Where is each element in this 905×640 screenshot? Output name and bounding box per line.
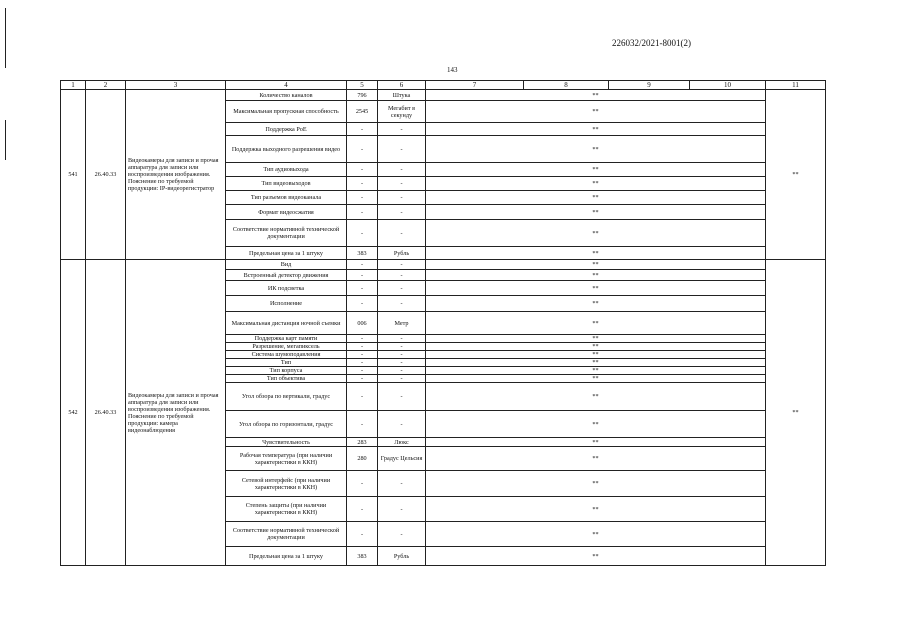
characteristic-name: Формат видеосжатия — [226, 205, 347, 220]
unit-name: - — [378, 191, 426, 205]
okei-code: - — [347, 359, 378, 367]
column-header: 10 — [690, 81, 766, 90]
characteristic-value: ** — [426, 177, 766, 191]
okei-code: 283 — [347, 438, 378, 447]
characteristic-name: Поддержка карт памяти — [226, 335, 347, 343]
characteristic-name: Система шумоподавления — [226, 351, 347, 359]
characteristic-name: Исполнение — [226, 296, 347, 312]
unit-name: - — [378, 343, 426, 351]
okei-code: - — [347, 497, 378, 522]
characteristic-name: ИК подсветка — [226, 281, 347, 296]
characteristic-name: Максимальная дистанция ночной съемки — [226, 312, 347, 335]
characteristic-value: ** — [426, 522, 766, 547]
okei-code: 2545 — [347, 101, 378, 123]
characteristic-value: ** — [426, 335, 766, 343]
unit-name: - — [378, 497, 426, 522]
position-number: 541 — [61, 90, 86, 260]
unit-name: - — [378, 411, 426, 438]
document-id: 226032/2021-8001(2) — [612, 38, 691, 48]
okei-code: - — [347, 343, 378, 351]
header-row — [61, 81, 826, 90]
unit-name: - — [378, 163, 426, 177]
characteristic-value: ** — [426, 447, 766, 471]
table-row — [61, 90, 826, 101]
characteristic-value: ** — [426, 270, 766, 281]
characteristic-value: ** — [426, 438, 766, 447]
product-description: Видеокамеры для записи и прочая аппаратура для записи или воспроизведения изображения. Пояснение по требуемой продукции: IP-видеорегистратор — [126, 90, 226, 260]
okei-code: - — [347, 205, 378, 220]
okpd-code: 26.40.33 — [86, 90, 126, 260]
characteristic-value: ** — [426, 411, 766, 438]
characteristic-value: ** — [426, 497, 766, 522]
characteristic-value: ** — [426, 281, 766, 296]
okei-code: - — [347, 296, 378, 312]
unit-name: - — [378, 123, 426, 136]
characteristic-value: ** — [426, 191, 766, 205]
characteristic-name: Степень защиты (при наличии характеристики в ККН) — [226, 497, 347, 522]
unit-name: - — [378, 471, 426, 497]
unit-name: Люкс — [378, 438, 426, 447]
characteristic-value: ** — [426, 136, 766, 163]
table-row — [61, 260, 826, 270]
characteristic-name: Вид — [226, 260, 347, 270]
column-header: 9 — [609, 81, 690, 90]
unit-name: - — [378, 136, 426, 163]
characteristic-name: Соответствие нормативной технической документации — [226, 220, 347, 247]
characteristic-value: ** — [426, 359, 766, 367]
characteristic-name: Поддержка PoE — [226, 123, 347, 136]
position-number: 542 — [61, 260, 86, 566]
unit-name: - — [378, 220, 426, 247]
unit-name: Метр — [378, 312, 426, 335]
characteristic-name: Тип разъемов видеоканала — [226, 191, 347, 205]
characteristic-name: Угол обзора по горизонтали, градус — [226, 411, 347, 438]
characteristic-value: ** — [426, 260, 766, 270]
characteristic-name: Поддержка выходного разрешения видео — [226, 136, 347, 163]
okei-code: - — [347, 163, 378, 177]
okei-code: - — [347, 270, 378, 281]
unit-name: - — [378, 296, 426, 312]
okei-code: - — [347, 383, 378, 411]
characteristic-value: ** — [426, 367, 766, 375]
column-header: 8 — [524, 81, 609, 90]
unit-name: - — [378, 270, 426, 281]
okei-code: - — [347, 471, 378, 497]
characteristic-name: Разрешение, мегапиксель — [226, 343, 347, 351]
characteristic-name: Соответствие нормативной технической документации — [226, 522, 347, 547]
specification-table — [60, 80, 826, 566]
okei-code: - — [347, 123, 378, 136]
okei-code: - — [347, 351, 378, 359]
column-header: 6 — [378, 81, 426, 90]
unit-name: - — [378, 281, 426, 296]
characteristic-name: Сетевой интерфейс (при наличии характеристики в ККН) — [226, 471, 347, 497]
characteristic-value: ** — [426, 312, 766, 335]
column-header: 11 — [766, 81, 826, 90]
okei-code: - — [347, 220, 378, 247]
characteristic-value: ** — [426, 296, 766, 312]
characteristic-name: Тип объектива — [226, 375, 347, 383]
okei-code: 280 — [347, 447, 378, 471]
unit-name: - — [378, 367, 426, 375]
unit-name: Рубль — [378, 247, 426, 260]
unit-name: - — [378, 335, 426, 343]
okei-code: - — [347, 411, 378, 438]
characteristic-name: Тип видеовыходов — [226, 177, 347, 191]
characteristic-value: ** — [426, 220, 766, 247]
section-note: ** — [766, 260, 826, 566]
characteristic-value: ** — [426, 205, 766, 220]
characteristic-name: Рабочая температура (при наличии характеристики в ККН) — [226, 447, 347, 471]
characteristic-value: ** — [426, 343, 766, 351]
column-header: 1 — [61, 81, 86, 90]
unit-name: Мегабит в секунду — [378, 101, 426, 123]
okei-code: - — [347, 281, 378, 296]
characteristic-name: Тип аудиовыхода — [226, 163, 347, 177]
characteristic-name: Максимальная пропускная способность — [226, 101, 347, 123]
characteristic-value: ** — [426, 101, 766, 123]
characteristic-value: ** — [426, 163, 766, 177]
unit-name: - — [378, 375, 426, 383]
characteristic-value: ** — [426, 547, 766, 566]
unit-name: - — [378, 260, 426, 270]
unit-name: Рубль — [378, 547, 426, 566]
column-header: 3 — [126, 81, 226, 90]
characteristic-name: Тип корпуса — [226, 367, 347, 375]
unit-name: - — [378, 522, 426, 547]
characteristic-name: Предельная цена за 1 штуку — [226, 247, 347, 260]
characteristic-value: ** — [426, 375, 766, 383]
characteristic-name: Предельная цена за 1 штуку — [226, 547, 347, 566]
margin-mark — [5, 8, 6, 68]
okei-code: 383 — [347, 247, 378, 260]
characteristic-value: ** — [426, 90, 766, 101]
product-description: Видеокамеры для записи и прочая аппаратура для записи или воспроизведения изображения. Пояснение по требуемой продукции: камера видеонаблюдения — [126, 260, 226, 566]
column-header: 7 — [426, 81, 524, 90]
okei-code: - — [347, 367, 378, 375]
okpd-code: 26.40.33 — [86, 260, 126, 566]
page-number: 143 — [447, 66, 458, 74]
column-header: 4 — [226, 81, 347, 90]
characteristic-name: Угол обзора по вертикали, градус — [226, 383, 347, 411]
column-header: 5 — [347, 81, 378, 90]
okei-code: - — [347, 191, 378, 205]
unit-name: Штука — [378, 90, 426, 101]
okei-code: 796 — [347, 90, 378, 101]
section-note: ** — [766, 90, 826, 260]
okei-code: - — [347, 260, 378, 270]
characteristic-name: Чувствительность — [226, 438, 347, 447]
okei-code: - — [347, 375, 378, 383]
unit-name: - — [378, 205, 426, 220]
margin-mark — [5, 120, 6, 160]
okei-code: - — [347, 177, 378, 191]
characteristic-name: Количество каналов — [226, 90, 347, 101]
unit-name: - — [378, 351, 426, 359]
okei-code: - — [347, 136, 378, 163]
characteristic-name: Встроенный детектор движения — [226, 270, 347, 281]
characteristic-name: Тип — [226, 359, 347, 367]
characteristic-value: ** — [426, 471, 766, 497]
characteristic-value: ** — [426, 383, 766, 411]
okei-code: 383 — [347, 547, 378, 566]
okei-code: - — [347, 335, 378, 343]
unit-name: - — [378, 177, 426, 191]
okei-code: 006 — [347, 312, 378, 335]
column-header: 2 — [86, 81, 126, 90]
unit-name: - — [378, 359, 426, 367]
characteristic-value: ** — [426, 351, 766, 359]
unit-name: Градус Цельсия — [378, 447, 426, 471]
unit-name: - — [378, 383, 426, 411]
okei-code: - — [347, 522, 378, 547]
characteristic-value: ** — [426, 247, 766, 260]
characteristic-value: ** — [426, 123, 766, 136]
